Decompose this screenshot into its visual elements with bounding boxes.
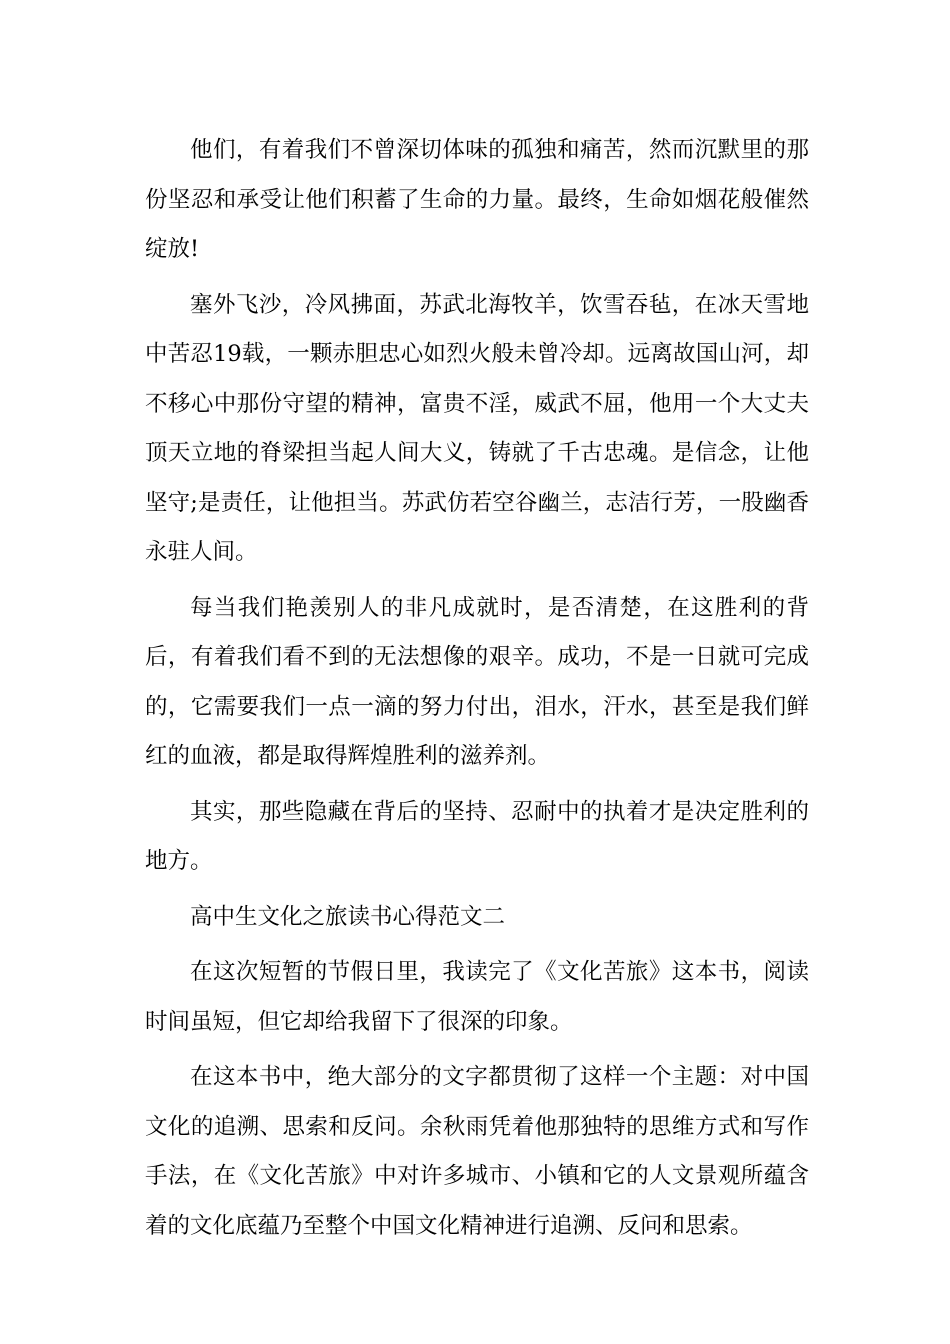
paragraph-2: 塞外飞沙，冷风拂面，苏武北海牧羊，饮雪吞毡，在冰天雪地中苦忍19载，一颗赤胆忠心如烈火般未曾冷却。远离故国山河，却不移心中那份守望的精神，富贵不淫，威武不屈，他用一个大丈夫顶天立地的脊梁担当起人间大义，铸就了千古忠魂。是信念，让他坚守;是责任，让他担当。苏武仿若空谷幽兰，志洁行芳，一股幽香永驻人间。 (145, 291, 809, 565)
document-body (145, 126, 809, 1251)
section-title: 高中生文化之旅读书心得范文二 (190, 903, 506, 930)
paragraph-5: 在这次短暂的节假日里，我读完了《文化苦旅》这本书，阅读时间虽短，但它却给我留下了很深的印象。 (145, 959, 809, 1035)
paragraph-4: 其实，那些隐藏在背后的坚持、忍耐中的执着才是决定胜利的地方。 (145, 798, 809, 874)
paragraph-3: 每当我们艳羡别人的非凡成就时，是否清楚，在这胜利的背后，有着我们看不到的无法想像的艰辛。成功，不是一日就可完成的，它需要我们一点一滴的努力付出，泪水，汗水，甚至是我们鲜红的血液，都是取得辉煌胜利的滋养剂。 (145, 594, 809, 769)
paragraph-6: 在这本书中，绝大部分的文字都贯彻了这样一个主题：对中国文化的追溯、思索和反问。余秋雨凭着他那独特的思维方式和写作手法，在《文化苦旅》中对许多城市、小镇和它的人文景观所蕴含着的文化底蕴乃至整个中国文化精神进行追溯、反问和思索。 (145, 1064, 809, 1239)
paragraph-1: 他们，有着我们不曾深切体味的孤独和痛苦，然而沉默里的那份坚忍和承受让他们积蓄了生命的力量。最终，生命如烟花般催然绽放! (145, 137, 809, 262)
